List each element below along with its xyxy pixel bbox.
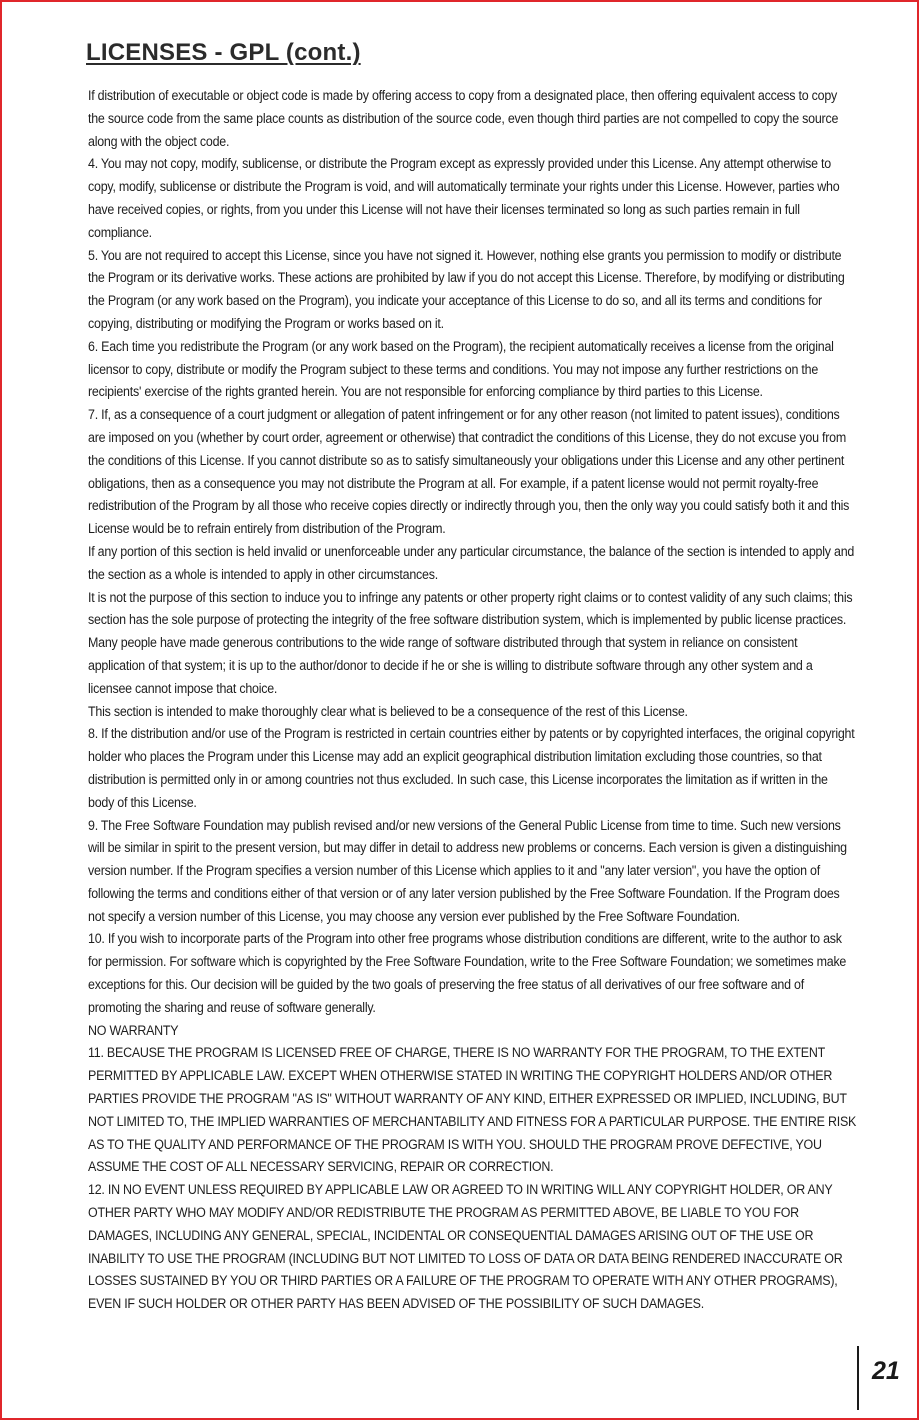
paragraph-section-9: 9. The Free Software Foundation may publish revised and/or new versions of the General Public License from time to time. Such new versions will be similar in spirit to the present version, but may differ in detail to address new problems or concerns. Each version is given a distinguishing version number. If the Program specifies a version number of this License which applies to it and "any later version", you have the option of following the terms and conditions either of that version or of any later version published by the Free Software Foundation. If the Program does not specify a version number of this License, you may choose any version ever published by the Free Software Foundation. xyxy=(88,817,847,924)
page-number-divider xyxy=(857,1346,859,1410)
paragraph-distribution-access: If distribution of executable or object code is made by offering access to copy from a designated place, then offering equivalent access to copy the source code from the same place counts as distribution of the source code, even though third parties are not compelled to copy the source along with the object code. xyxy=(88,88,839,149)
paragraph-section-5: 5. You are not required to accept this License, since you have not signed it. However, nothing else grants you permission to modify or distribute the Program or its derivative works. These actions are prohibited by law if you do not accept this License. Therefore, by modifying or distributing the Program (or any work based on the Program), you indicate your acceptance of this License to do so, and all its terms and conditions for copying, distributing or modifying the Program or works based on it. xyxy=(88,247,845,331)
page-number: 21 xyxy=(872,1357,900,1385)
no-warranty-heading: NO WARRANTY xyxy=(88,1022,179,1038)
paragraph-section-11: 11. BECAUSE THE PROGRAM IS LICENSED FREE OF CHARGE, THERE IS NO WARRANTY FOR THE PROGRAM, TO THE EXTENT PERMITTED BY APPLICABLE LAW. EXCEPT WHEN OTHERWISE STATED IN WRITING THE COPYRIGHT HOLDERS AND/OR OTHER PARTIES PROVIDE THE PROGRAM "AS IS" WITHOUT WARRANTY OF ANY KIND, EITHER EXPRESSED OR IMPLIED, INCLUDING, BUT NOT LIMITED TO, THE IMPLIED WARRANTIES OF MERCHANTABILITY AND FITNESS FOR A PARTICULAR PURPOSE. THE ENTIRE RISK AS TO THE QUALITY AND PERFORMANCE OF THE PROGRAM IS WITH YOU. SHOULD THE PROGRAM PROVE DEFECTIVE, YOU ASSUME THE COST OF ALL NECESSARY SERVICING, REPAIR OR CORRECTION. xyxy=(88,1045,857,1175)
paragraph-section-7-purpose: It is not the purpose of this section to induce you to infringe any patents or other property right claims or to contest validity of any such claims; this section has the sole purpose of protecting the integrity of the free software distribution system, which is implemented by public license practices. Many people have made generous contributions to the wide range of software distributed through that system in reliance on consistent application of that system; it is up to the author/donor to decide if he or she is willing to distribute software through any other system and a licensee cannot impose that choice. xyxy=(88,589,853,696)
paragraph-section-4: 4. You may not copy, modify, sublicense, or distribute the Program except as expressly provided under this License. Any attempt otherwise to copy, modify, sublicense or distribute the Program is void, and will automatically terminate your rights under this License. However, parties who have received copies, or rights, from you under this License will not have their licenses terminated so long as such parties remain in full compliance. xyxy=(88,156,840,240)
paragraph-section-6: 6. Each time you redistribute the Program (or any work based on the Program), the recipient automatically receives a license from the original licensor to copy, distribute or modify the Program subject to these terms and conditions. You may not impose any further restrictions on the recipients' exercise of the rights granted herein. You are not responsible for enforcing compliance by third parties to this License. xyxy=(88,338,834,400)
paragraph-section-12: 12. IN NO EVENT UNLESS REQUIRED BY APPLICABLE LAW OR AGREED TO IN WRITING WILL ANY COPYRIGHT HOLDER, OR ANY OTHER PARTY WHO MAY MODIFY AND/OR REDISTRIBUTE THE PROGRAM AS PERMITTED ABOVE, BE LIABLE TO YOU FOR DAMAGES, INCLUDING ANY GENERAL, SPECIAL, INCIDENTAL OR CONSEQUENTIAL DAMAGES ARISING OUT OF THE USE OR INABILITY TO USE THE PROGRAM (INCLUDING BUT NOT LIMITED TO LOSS OF DATA OR DATA BEING RENDERED INACCURATE OR LOSSES SUSTAINED BY YOU OR THIRD PARTIES OR A FAILURE OF THE PROGRAM TO OPERATE WITH ANY OTHER PROGRAMS), EVEN IF SUCH HOLDER OR OTHER PARTY HAS BEEN ADVISED OF THE POSSIBILITY OF SUCH DAMAGES. xyxy=(88,1182,843,1312)
license-body xyxy=(88,85,856,1316)
paragraph-section-8: 8. If the distribution and/or use of the Program is restricted in certain countries either by patents or by copyrighted interfaces, the original copyright holder who places the Program under this License may add an explicit geographical distribution limitation excluding those countries, so that distribution is permitted only in or among countries not thus excluded. In such case, this License incorporates the limitation as if written in the body of this License. xyxy=(88,726,855,810)
paragraph-section-7: 7. If, as a consequence of a court judgment or allegation of patent infringement or for any other reason (not limited to patent issues), conditions are imposed on you (whether by court order, agreement or otherwise) that contradict the conditions of this License, they do not excuse you from the conditions of this License. If you cannot distribute so as to satisfy simultaneously your obligations under this License and any other pertinent obligations, then as a consequence you may not distribute the Program at all. For example, if a patent license would not permit royalty-free redistribution of the Program by all those who receive copies directly or indirectly through you, then the only way you could satisfy both it and this License would be to refrain entirely from distribution of the Program. xyxy=(88,407,850,537)
paragraph-section-7-clarification: This section is intended to make thoroughly clear what is believed to be a consequence of the rest of this License. xyxy=(88,703,688,719)
paragraph-section-7-invalid-portion: If any portion of this section is held invalid or unenforceable under any particular circumstance, the balance of the section is intended to apply and the section as a whole is intended to apply in other circumstances. xyxy=(88,543,855,582)
page-title: LICENSES - GPL (cont.) xyxy=(86,39,361,66)
paragraph-section-10: 10. If you wish to incorporate parts of the Program into other free programs whose distribution conditions are different, write to the author to ask for permission. For software which is copyrighted by the Free Software Foundation, write to the Free Software Foundation; we sometimes make exceptions for this. Our decision will be guided by the two goals of preserving the free status of all derivatives of our free software and of promoting the sharing and reuse of software generally. xyxy=(88,931,847,1015)
